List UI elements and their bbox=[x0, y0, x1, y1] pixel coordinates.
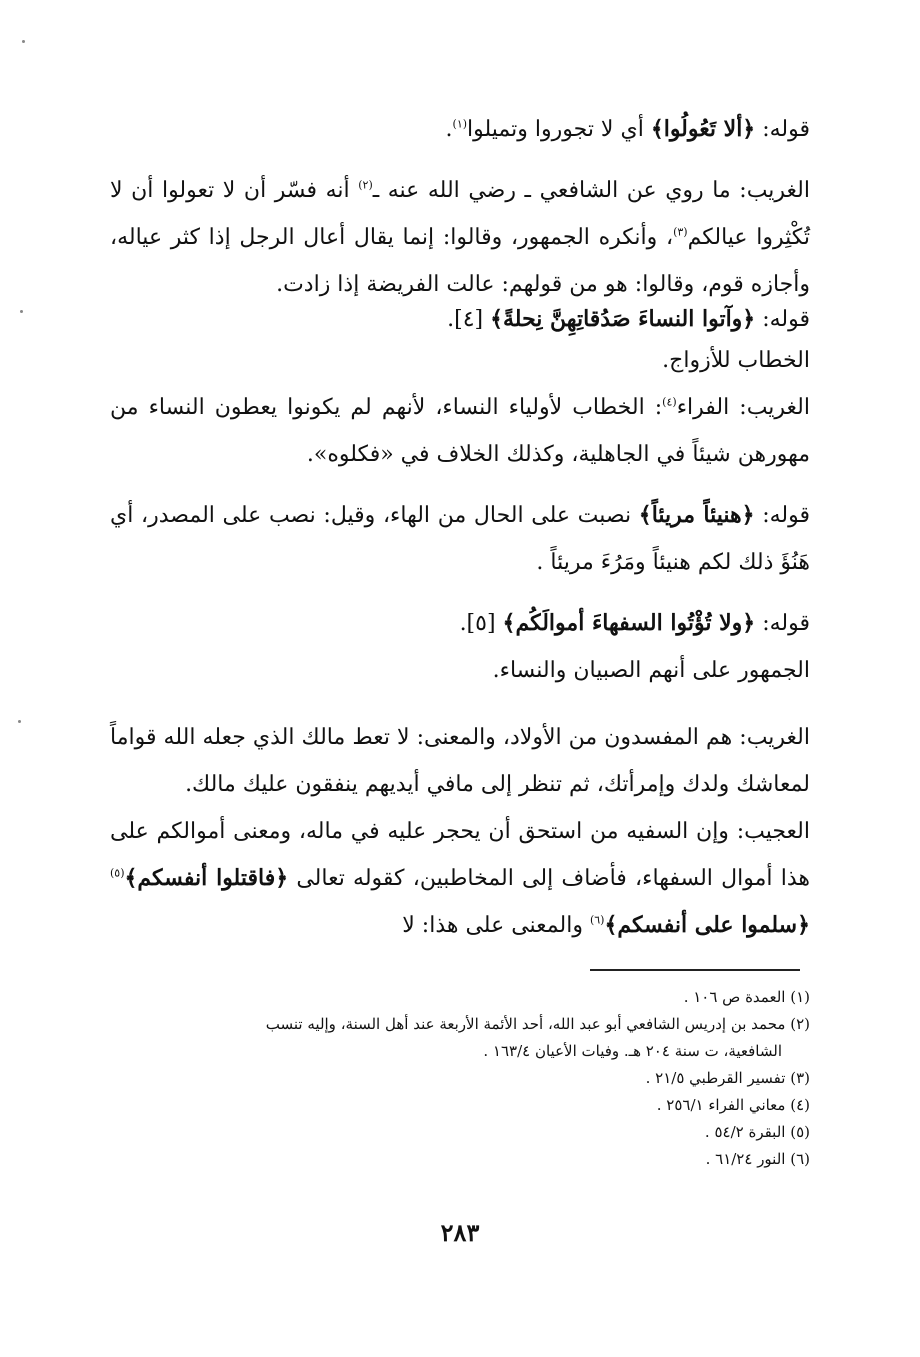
text-run: الغريب: ما روي عن الشافعي ـ رضي الله عنه ـ bbox=[372, 178, 810, 203]
paragraph bbox=[110, 167, 810, 308]
footnote-separator bbox=[590, 969, 800, 971]
paragraph bbox=[110, 384, 810, 478]
text-run: الجمهور على أنهم الصبيان والنساء. bbox=[492, 658, 810, 683]
text-run: [٥]. bbox=[459, 611, 503, 636]
page-number: ٢٨٣ bbox=[440, 1218, 480, 1247]
text-run: الخطاب للأزواج. bbox=[662, 348, 810, 373]
footnote: (٦) النور ٦١/٢٤ . bbox=[705, 1150, 810, 1168]
scan-speck bbox=[18, 720, 21, 723]
footnote-ref: (٢) bbox=[358, 178, 373, 192]
text-run: قوله: bbox=[755, 611, 810, 636]
quran-quote: ﴿ألا تَعُولُوا﴾ bbox=[650, 116, 756, 142]
text-run: قوله: bbox=[755, 307, 810, 332]
text-run: نصبت على الحال من الهاء، وقيل: نصب على المصدر، أي هَنُؤَ ذلك لكم هنيئاً ومَرُءَ مريئاً . bbox=[110, 503, 810, 575]
text-run: : الخطاب لأولياء النساء، لأنهم لم يكونوا يعطون النساء من مهورهن شيئاً في الجاهلية، وكذلك الخلاف في «فكلوه». bbox=[110, 395, 810, 467]
text-run: أي لا تجوروا وتميلوا bbox=[467, 117, 651, 142]
text-run: قوله: bbox=[754, 503, 810, 528]
scan-speck bbox=[20, 310, 23, 313]
quran-quote: ﴿فاقتلوا أنفسكم﴾ bbox=[124, 865, 289, 891]
text-run: [٤]. bbox=[447, 307, 491, 332]
footnote-ref: (١) bbox=[452, 117, 468, 131]
paragraph bbox=[110, 600, 810, 647]
footnote: (٢) محمد بن إدريس الشافعي أبو عبد الله، أحد الأئمة الأربعة عند أهل السنة، وإليه تنسب bbox=[265, 1015, 810, 1033]
text-run: ، وأنكره الجمهور، وقالوا: إنما يقال أعال الرجل إذا كثر عياله، وأجازه قوم، وقالوا: هو من قولهم: عالت الفريضة إذا زادت. bbox=[110, 225, 810, 297]
paragraph bbox=[110, 106, 810, 153]
paragraph bbox=[110, 296, 810, 343]
text-run: أنه فسّر أن لا تعولوا أن لا تُكْثِروا عيالكم bbox=[110, 178, 811, 250]
footnote-continuation: الشافعية، ت سنة ٢٠٤ هـ. وفيات الأعيان ١٦٣/٤ . bbox=[483, 1042, 782, 1060]
text-run: والمعنى على هذا: لا bbox=[402, 913, 590, 938]
quran-quote: ﴿ولا تُؤْتُوا السفهاءَ أموالَكُم﴾ bbox=[502, 610, 756, 636]
text-run: الغريب: هم المفسدون من الأولاد، والمعنى: لا تعط مالك الذي جعله الله قواماً لمعاشك ولدك وإمرأتك، ثم تنظر إلى مافي أيديهم ينفقون عليك مالك. bbox=[110, 725, 810, 797]
footnote: (٥) البقرة ٥٤/٢ . bbox=[704, 1123, 810, 1141]
paragraph bbox=[110, 647, 810, 694]
footnote-ref: (٤) bbox=[662, 395, 677, 409]
footnotes bbox=[120, 984, 810, 1173]
footnote-ref: (٣) bbox=[673, 225, 688, 239]
scan-speck bbox=[22, 40, 25, 43]
quran-quote: ﴿سلموا على أنفسكم﴾ bbox=[604, 912, 810, 938]
paragraph bbox=[110, 337, 810, 384]
paragraph bbox=[110, 492, 810, 586]
paragraph bbox=[110, 808, 810, 949]
footnote-ref: (٦) bbox=[589, 913, 605, 927]
text-run: الغريب: الفراء bbox=[676, 395, 810, 420]
footnote-ref: (٥) bbox=[110, 866, 125, 880]
quran-quote: ﴿هنيئاً مريئاً﴾ bbox=[638, 502, 755, 528]
quran-quote: ﴿وآتوا النساءَ صَدُقاتِهِنَّ نِحلةً﴾ bbox=[490, 306, 756, 332]
footnote: (٤) معاني الفراء ٢٥٦/١ . bbox=[656, 1096, 810, 1114]
footnote: (٣) تفسير القرطبي ٢١/٥ . bbox=[645, 1069, 810, 1087]
text-run: . bbox=[445, 117, 453, 142]
main-text bbox=[110, 100, 810, 949]
text-run: العجيب: وإن السفيه من استحق أن يحجر عليه في ماله، ومعنى أموالكم على هذا أموال السفهاء، فأضاف إلى المخاطبين، كقوله تعالى bbox=[110, 819, 810, 891]
footnote: (١) العمدة ص ١٠٦ . bbox=[683, 988, 810, 1006]
text-run: قوله: bbox=[755, 117, 810, 142]
paragraph bbox=[110, 714, 810, 808]
